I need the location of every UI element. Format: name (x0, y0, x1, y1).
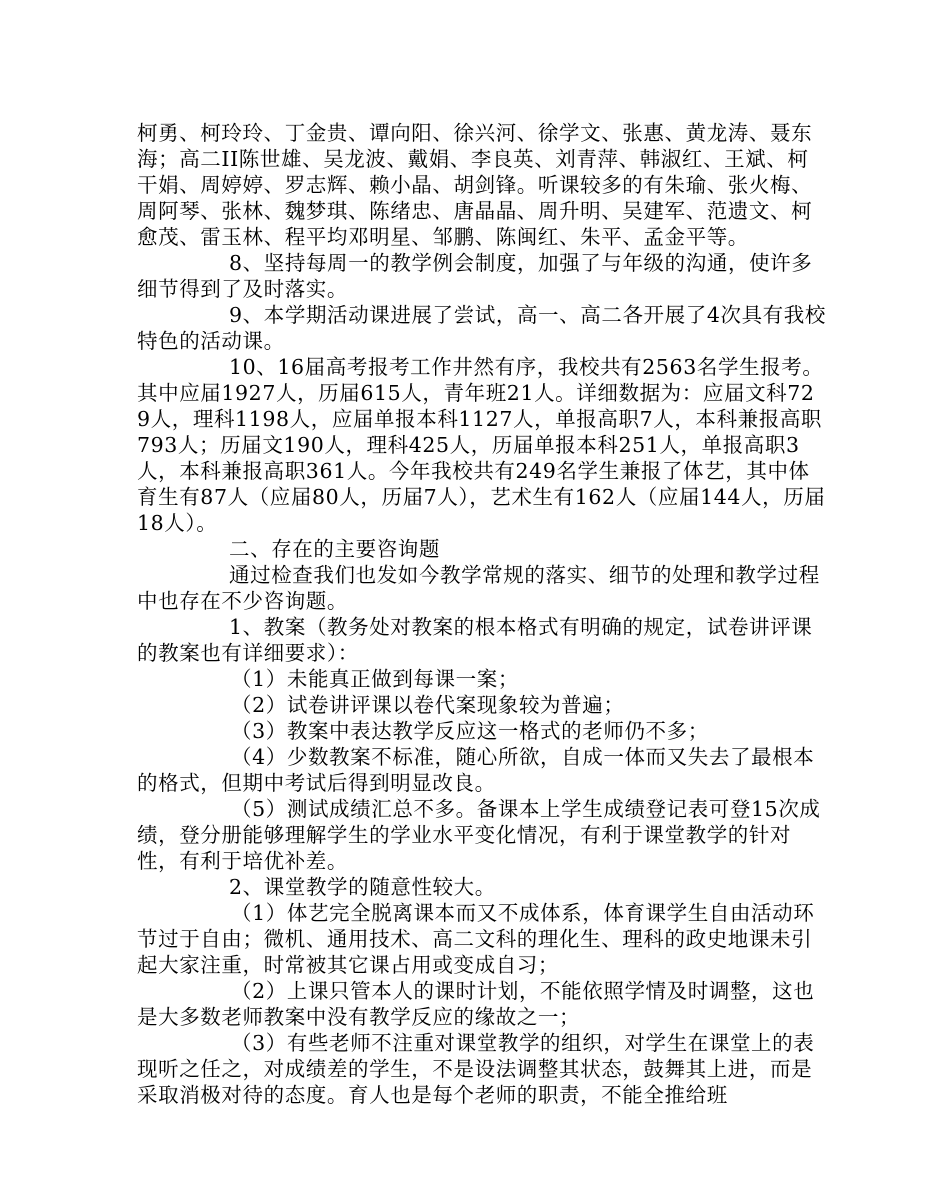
paragraph-listening-names: 柯勇、柯玲玲、丁金贵、谭向阳、徐兴河、徐学文、张惠、黄龙涛、聂东海；高二II陈世雄、吴龙波、戴娟、李良英、刘青萍、韩淑红、王斌、柯干娟、周婷婷、罗志辉、赖小晶、胡剑锋。听课较多的有朱瑜、张火梅、周阿琴、张林、魏梦琪、陈绪忠、唐晶晶、周升明、吴建军、范遗文、柯愈茂、雷玉林、程平均邓明星、邹鹏、陈闽红、朱平、孟金平等。 (137, 121, 813, 249)
subitem-lesson-plan-1: （1）未能真正做到每课一案； (231, 667, 519, 691)
paragraph-classroom-randomness: 2、课堂教学的随意性较大。 (229, 875, 496, 899)
paragraph-intro-problems: 通过检查我们也发如今教学常规的落实、细节的处理和教学过程中也存在不少咨询题。 (137, 563, 820, 613)
paragraph-item-8: 8、坚持每周一的教学例会制度，加强了与年级的沟通，使许多细节得到了及时落实。 (137, 251, 813, 301)
subitem-classroom-3: （3）有些老师不注重对课堂教学的组织，对学生在课堂上的表现听之任之，对成绩差的学生，不是设法调整其状态，鼓舞其上进，而是采取消极对待的态度。育人也是每个老师的职责，不能全推给班 (137, 1031, 815, 1107)
document-body (137, 120, 827, 1108)
subitem-lesson-plan-4: （4）少数教案不标准，随心所欲，自成一体而又失去了最根本的格式，但期中考试后得到明显改良。 (137, 745, 815, 795)
section-heading-problems: 二、存在的主要咨询题 (229, 537, 440, 561)
paragraph-item-9: 9、本学期活动课进展了尝试，高一、高二各开展了4次具有我校特色的活动课。 (137, 303, 826, 353)
subitem-classroom-1: （1）体艺完全脱离课本而又不成体系，体育课学生自由活动环节过于自由；微机、通用技术、高二文科的理化生、理科的政史地课未引起大家注重，时常被其它课占用或变成自习； (137, 901, 815, 977)
paragraph-item-10: 10、16届高考报考工作井然有序，我校共有2563名学生报考。其中应届1927人，历届615人，青年班21人。详细数据为：应届文科729人，理科1198人，应届单报本科1127人，单报高职7人，本科兼报高职793人；历届文190人，理科425人，历届单报本科251人，单报高职3人，本科兼报高职361人。今年我校共有249名学生兼报了体艺，其中体育生有87人（应届80人，历届7人），艺术生有162人（应届144人，历届18人）。 (137, 355, 826, 535)
subitem-lesson-plan-3: （3）教案中表达教学反应这一格式的老师仍不多； (231, 719, 709, 743)
subitem-lesson-plan-2: （2）试卷讲评课以卷代案现象较为普遍； (231, 693, 625, 717)
subitem-classroom-2: （2）上课只管本人的课时计划，不能依照学情及时调整，这也是大多数老师教案中没有教学反应的缘故之一； (137, 979, 815, 1029)
subitem-lesson-plan-5: （5）测试成绩汇总不多。备课本上学生成绩登记表可登15次成绩，登分册能够理解学生的学业水平变化情况，有利于课堂教学的针对性，有利于培优补差。 (137, 797, 821, 873)
paragraph-lesson-plans: 1、教案（教务处对教案的根本格式有明确的规定，试卷讲评课的教案也有详细要求）： (137, 615, 813, 665)
